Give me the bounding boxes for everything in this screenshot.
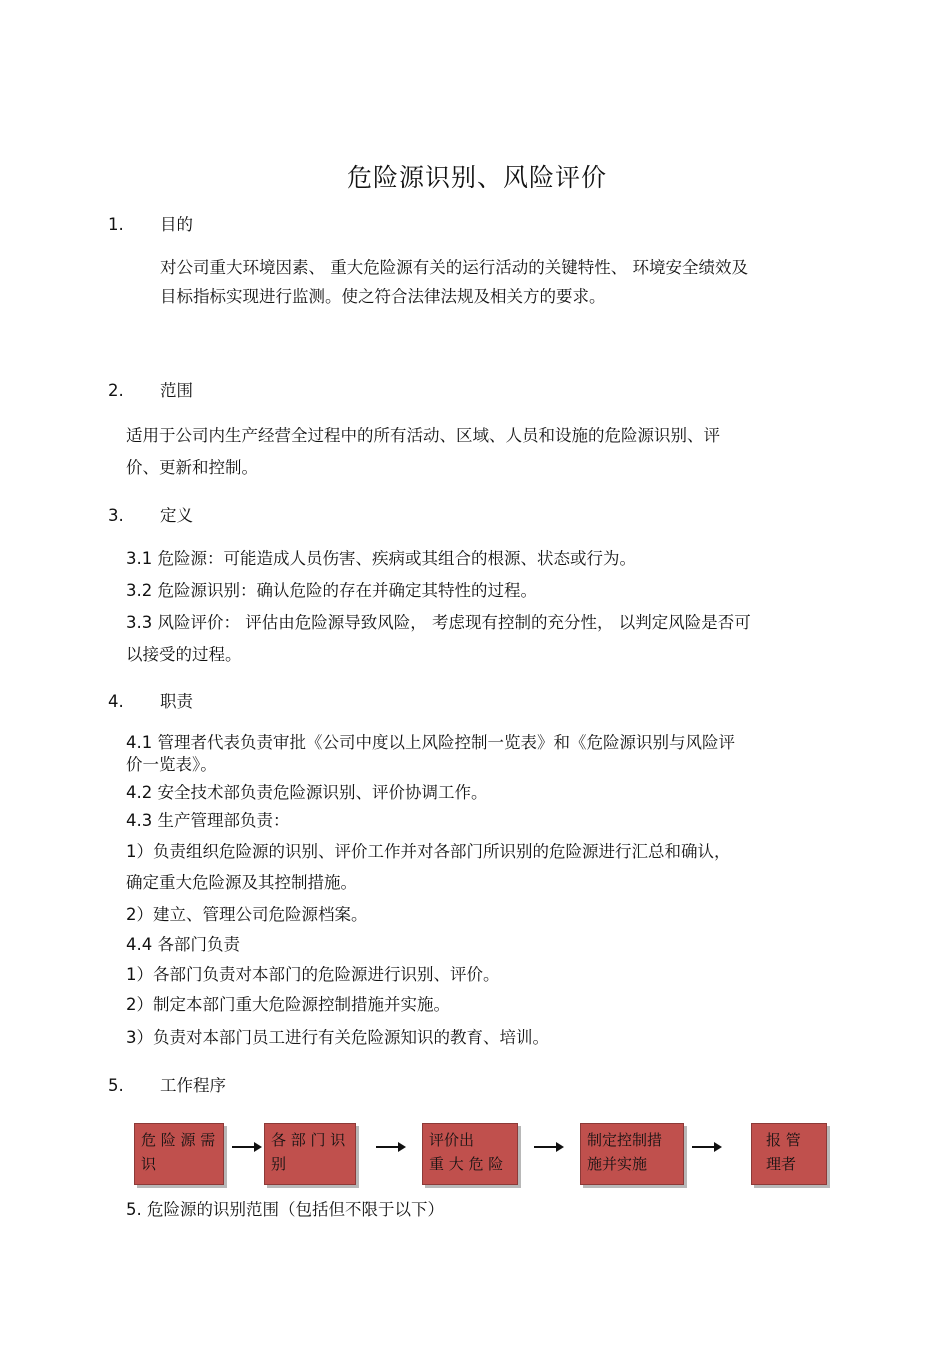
responsibility-line: 4.2 安全技术部负责危险源识别、评价协调工作。 bbox=[126, 783, 488, 802]
section-5-heading: 工作程序 bbox=[160, 1076, 226, 1095]
flow-step-line: 重 大 危 险 bbox=[429, 1155, 504, 1173]
section-4-number: 4. bbox=[108, 692, 124, 711]
flow-arrow bbox=[534, 1146, 558, 1148]
definition-line: 3.2 危险源识别：确认危险的存在并确定其特性的过程。 bbox=[126, 581, 537, 600]
responsibility-line: 确定重大危险源及其控制措施。 bbox=[126, 873, 357, 892]
flow-step bbox=[580, 1123, 684, 1185]
section-1-heading: 目的 bbox=[160, 215, 193, 234]
flow-arrow bbox=[376, 1146, 400, 1148]
responsibility-line: 3）负责对本部门员工进行有关危险源知识的教育、培训。 bbox=[126, 1028, 549, 1047]
responsibility-line: 1）各部门负责对本部门的危险源进行识别、评价。 bbox=[126, 965, 500, 984]
section-2-heading: 范围 bbox=[160, 381, 193, 400]
flow-step-line: 制定控制措 bbox=[587, 1131, 663, 1149]
responsibility-line: 2）制定本部门重大危险源控制措施并实施。 bbox=[126, 995, 450, 1014]
responsibility-line: 1）负责组织危险源的识别、评价工作并对各部门所识别的危险源进行汇总和确认， bbox=[126, 842, 731, 861]
flow-step bbox=[422, 1123, 518, 1185]
section-3-number: 3. bbox=[108, 506, 124, 525]
responsibility-line: 价一览表》。 bbox=[126, 755, 217, 774]
definition-line: 3.1 危险源：可能造成人员伤害、疾病或其组合的根源、状态或行为。 bbox=[126, 549, 636, 568]
section-1-number: 1. bbox=[108, 215, 124, 234]
flow-step-line: 危 险 源 需 bbox=[141, 1131, 216, 1149]
definition-line: 以接受的过程。 bbox=[126, 645, 242, 664]
section-5-number: 5. bbox=[108, 1076, 124, 1095]
responsibility-line: 2）建立、管理公司危险源档案。 bbox=[126, 905, 368, 924]
flow-step-line: 评价出 bbox=[429, 1131, 475, 1149]
page-title: 危险源识别、风险评价 bbox=[347, 163, 608, 192]
flow-step-line: 各 部 门 识 bbox=[271, 1131, 346, 1149]
section-2-number: 2. bbox=[108, 381, 124, 400]
flow-step-line: 施并实施 bbox=[587, 1155, 648, 1173]
flow-step-line: 别 bbox=[271, 1155, 287, 1173]
section-2-line: 适用于公司内生产经营全过程中的所有活动、区域、人员和设施的危险源识别、评 bbox=[126, 426, 720, 445]
responsibility-line: 4.3 生产管理部负责： bbox=[126, 811, 290, 830]
section-5-subheading: 5. 危险源的识别范围（包括但不限于以下） bbox=[126, 1200, 444, 1219]
flow-step-line: 理者 bbox=[766, 1155, 797, 1173]
flow-step-line: 识 bbox=[141, 1155, 157, 1173]
flow-step bbox=[264, 1123, 356, 1185]
flow-step bbox=[134, 1123, 224, 1185]
flow-arrow bbox=[692, 1146, 716, 1148]
section-1-line: 对公司重大环境因素、 重大危险源有关的运行活动的关键特性、 环境安全绩效及 bbox=[160, 258, 748, 277]
section-1-line: 目标指标实现进行监测。使之符合法律法规及相关方的要求。 bbox=[160, 287, 606, 306]
section-2-line: 价、更新和控制。 bbox=[126, 458, 258, 477]
responsibility-line: 4.1 管理者代表负责审批《公司中度以上风险控制一览表》和《危险源识别与风险评 bbox=[126, 733, 735, 752]
flow-step-line: 报 管 bbox=[766, 1131, 801, 1149]
flow-step bbox=[751, 1123, 827, 1185]
responsibility-line: 4.4 各部门负责 bbox=[126, 935, 240, 954]
section-4-heading: 职责 bbox=[160, 692, 193, 711]
section-3-heading: 定义 bbox=[160, 506, 193, 525]
flow-arrow bbox=[232, 1146, 256, 1148]
definition-line: 3.3 风险评价： 评估由危险源导致风险， 考虑现有控制的充分性， 以判定风险是否可 bbox=[126, 613, 751, 632]
